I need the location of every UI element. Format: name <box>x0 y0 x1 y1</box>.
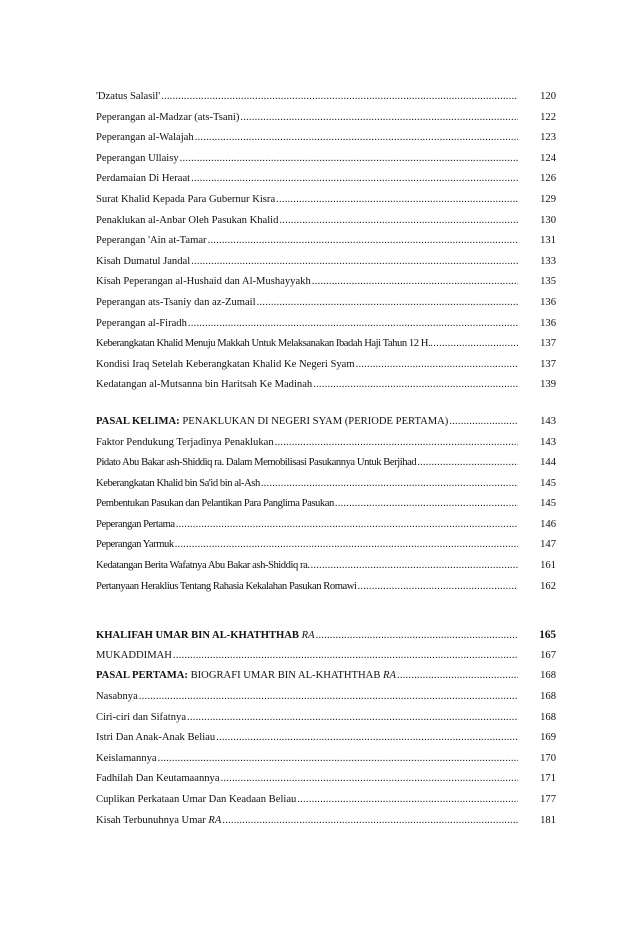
toc-entry <box>96 712 556 733</box>
heading-label-italic: RA <box>298 630 315 642</box>
toc-entry <box>96 215 556 236</box>
toc-page-number: 133 <box>540 255 556 267</box>
toc-entry <box>96 297 556 318</box>
toc-entry-title: Peperangan 'Ain at-Tamar <box>96 235 207 247</box>
table-of-contents <box>96 91 556 835</box>
toc-page-number: 124 <box>540 152 556 164</box>
dot-leader <box>188 318 518 329</box>
toc-page-number: 137 <box>540 338 556 350</box>
dot-leader <box>433 338 518 349</box>
heading-label-text: BIOGRAFI UMAR BIN AL-KHATHTHAB <box>187 670 384 682</box>
toc-page-number: 145 <box>540 498 556 510</box>
toc-entry <box>96 132 556 153</box>
toc-entry <box>96 478 556 499</box>
dot-leader <box>275 437 518 448</box>
toc-section-umar <box>96 691 556 815</box>
dot-leader <box>173 650 518 661</box>
dot-leader <box>208 235 518 246</box>
dot-leader <box>139 691 518 702</box>
toc-heading-title <box>96 416 448 427</box>
toc-entry-title: 'Dzatus Salasil' <box>96 91 161 102</box>
toc-entry <box>96 498 556 519</box>
toc-heading-umar <box>96 629 556 650</box>
dot-leader <box>257 297 518 308</box>
toc-entry <box>96 276 556 297</box>
toc-page-number: 143 <box>540 436 556 448</box>
toc-page-number: 177 <box>540 794 556 805</box>
dot-leader <box>158 753 518 764</box>
toc-heading-title <box>96 630 315 641</box>
toc-page-number: 136 <box>540 317 556 329</box>
toc-entry <box>96 457 556 478</box>
toc-page-number: 171 <box>540 773 556 785</box>
dot-leader <box>316 630 518 641</box>
toc-entry-title: Ciri-ciri dan Sifatnya <box>96 711 187 723</box>
toc-page-number: 139 <box>540 379 556 391</box>
toc-entry-title: Pertanyaan Heraklius Tentang Rahasia Kekalahan Pasukan Romawi <box>96 580 357 592</box>
toc-page-number: 126 <box>540 173 556 185</box>
dot-leader <box>313 379 518 390</box>
toc-entry-title: Peperangan Pertama <box>96 518 175 530</box>
toc-heading-pasal-pertama <box>96 670 556 691</box>
toc-page-number: 170 <box>540 752 556 764</box>
toc-entry <box>96 338 556 359</box>
toc-page-number: 165 <box>539 629 556 642</box>
toc-page-number: 169 <box>540 732 556 744</box>
toc-page-number: 145 <box>540 477 556 489</box>
toc-entry <box>96 794 556 815</box>
toc-page-number: 161 <box>540 560 556 572</box>
toc-heading-pasal-kelima <box>96 416 556 437</box>
toc-entry-title: Cuplikan Perkataan Umar Dan Keadaan Beliau <box>96 794 297 805</box>
toc-entry-mukaddimah <box>96 650 556 671</box>
entry-label-italic: RA <box>208 814 222 826</box>
dot-leader <box>312 276 518 287</box>
toc-page-number: 168 <box>540 691 556 703</box>
heading-label-italic: RA <box>383 670 396 682</box>
toc-entry-title: Kisah Peperangan al-Hushaid dan Al-Mushayyakh <box>96 276 311 288</box>
dot-leader <box>191 173 518 184</box>
toc-entry-title: Peperangan al-Madzar (ats-Tsani) <box>96 111 240 123</box>
toc-entry <box>96 519 556 540</box>
toc-entry-title: Peperangan Ullaisy <box>96 152 179 164</box>
toc-entry-title: Kondisi Iraq Setelah Keberangkatan Khalid Ke Negeri Syam <box>96 358 355 370</box>
dot-leader <box>449 416 518 427</box>
dot-leader <box>311 560 518 571</box>
toc-entry <box>96 173 556 194</box>
dot-leader <box>356 359 518 370</box>
dot-leader <box>276 194 518 205</box>
toc-page-number: 123 <box>540 132 556 144</box>
toc-entry <box>96 773 556 794</box>
dot-leader <box>397 670 518 681</box>
dot-leader <box>191 256 518 267</box>
toc-entry-title: Kedatangan Berita Wafatnya Abu Bakar ash-Shiddiq ra. <box>96 560 310 572</box>
dot-leader <box>240 112 518 123</box>
toc-entry <box>96 318 556 339</box>
toc-entry-title: Surat Khalid Kepada Para Gubernur Kisra <box>96 193 276 205</box>
dot-leader <box>417 457 518 468</box>
toc-entry-title: Istri Dan Anak-Anak Beliau <box>96 732 216 744</box>
toc-page-number: 136 <box>540 296 556 308</box>
toc-page-number: 120 <box>540 91 556 102</box>
toc-entry <box>96 560 556 581</box>
toc-entry-title: Kedatangan al-Mutsanna bin Haritsah Ke Madinah <box>96 379 313 391</box>
toc-entry <box>96 732 556 753</box>
toc-page-number: 135 <box>540 276 556 288</box>
toc-entry-title: Peperangan al-Firadh <box>96 317 187 329</box>
toc-section-khalid-iraq <box>96 91 556 400</box>
toc-entry <box>96 153 556 174</box>
dot-leader <box>216 732 518 743</box>
section-spacer <box>96 400 556 416</box>
toc-entry-title: Pidato Abu Bakar ash-Shiddiq ra. Dalam Memobilisasi Pasukannya Untuk Berjihad <box>96 457 417 469</box>
toc-entry <box>96 539 556 560</box>
toc-entry-title: Peperangan ats-Tsaniy dan az-Zumail <box>96 296 256 308</box>
toc-entry-title: Keberangkatan Khalid bin Sa'id bin al-Ash <box>96 477 260 489</box>
toc-page-number: 168 <box>540 711 556 723</box>
toc-page-number: 168 <box>540 670 556 682</box>
toc-entry-title: Keislamannya <box>96 752 157 764</box>
toc-page-number: 137 <box>540 358 556 370</box>
heading-label-bold: PASAL PERTAMA: <box>96 670 188 682</box>
dot-leader <box>279 215 518 226</box>
toc-page-number: 146 <box>540 518 556 530</box>
entry-label-text: Kisah Terbunuhnya Umar <box>96 814 209 826</box>
heading-label-bold: PASAL KELIMA: <box>96 415 180 427</box>
section-spacer <box>96 601 556 629</box>
dot-leader <box>261 478 518 489</box>
toc-section-syam <box>96 437 556 602</box>
toc-entry-title <box>96 815 221 826</box>
toc-page-number: 143 <box>540 415 556 427</box>
toc-entry <box>96 379 556 400</box>
toc-entry-title: Faktor Pendukung Terjadinya Penaklukan <box>96 436 274 448</box>
toc-entry-kisah-terbunuhnya-umar <box>96 815 556 836</box>
toc-entry-title: Peperangan al-Walajah <box>96 132 194 144</box>
toc-page-number: 129 <box>540 193 556 205</box>
toc-entry <box>96 256 556 277</box>
toc-entry <box>96 691 556 712</box>
toc-entry-title: Nasabnya <box>96 691 138 703</box>
toc-entry-title: Perdamaian Di Heraat <box>96 173 191 185</box>
dot-leader <box>195 132 518 143</box>
dot-leader <box>176 519 518 530</box>
heading-label-bold: KHALIFAH UMAR BIN AL-KHATHTHAB <box>96 630 299 642</box>
toc-entry <box>96 581 556 602</box>
toc-entry <box>96 437 556 458</box>
dot-leader <box>358 581 519 592</box>
dot-leader <box>335 498 518 509</box>
toc-entry <box>96 359 556 380</box>
toc-entry <box>96 194 556 215</box>
toc-entry-title: Fadhilah Dan Keutamaannya <box>96 773 220 785</box>
toc-heading-title <box>96 670 396 681</box>
toc-page-number: 122 <box>540 111 556 123</box>
toc-page-number: 131 <box>540 235 556 247</box>
toc-entry <box>96 235 556 256</box>
toc-page-number: 181 <box>540 814 556 826</box>
toc-entry <box>96 91 556 112</box>
toc-entry-title: Kisah Dumatul Jandal <box>96 255 191 267</box>
dot-leader <box>297 794 518 805</box>
toc-entry-title: Keberangkatan Khalid Menuju Makkah Untuk Melaksanakan Ibadah Haji Tahun 12 H.. <box>96 338 433 350</box>
toc-page-number: 162 <box>540 580 556 592</box>
toc-page-number: 144 <box>540 457 556 469</box>
dot-leader <box>187 712 518 723</box>
dot-leader <box>180 153 518 164</box>
toc-page-number: 130 <box>540 214 556 226</box>
toc-entry-title: Pembentukan Pasukan dan Pelantikan Para Panglima Pasukan <box>96 498 334 510</box>
dot-leader <box>161 91 518 102</box>
toc-page-number: 147 <box>540 539 556 551</box>
toc-entry <box>96 112 556 133</box>
heading-label-text: PENAKLUKAN DI NEGERI SYAM (PERIODE PERTAMA) <box>179 415 449 427</box>
toc-entry-title: Penaklukan al-Anbar Oleh Pasukan Khalid <box>96 214 279 226</box>
dot-leader <box>222 815 518 826</box>
toc-entry-title: Peperangan Yarmuk <box>96 539 174 551</box>
toc-page-number: 167 <box>540 649 556 661</box>
toc-entry-title: MUKADDIMAH <box>96 649 172 661</box>
toc-entry <box>96 753 556 774</box>
dot-leader <box>221 773 518 784</box>
dot-leader <box>175 539 518 550</box>
